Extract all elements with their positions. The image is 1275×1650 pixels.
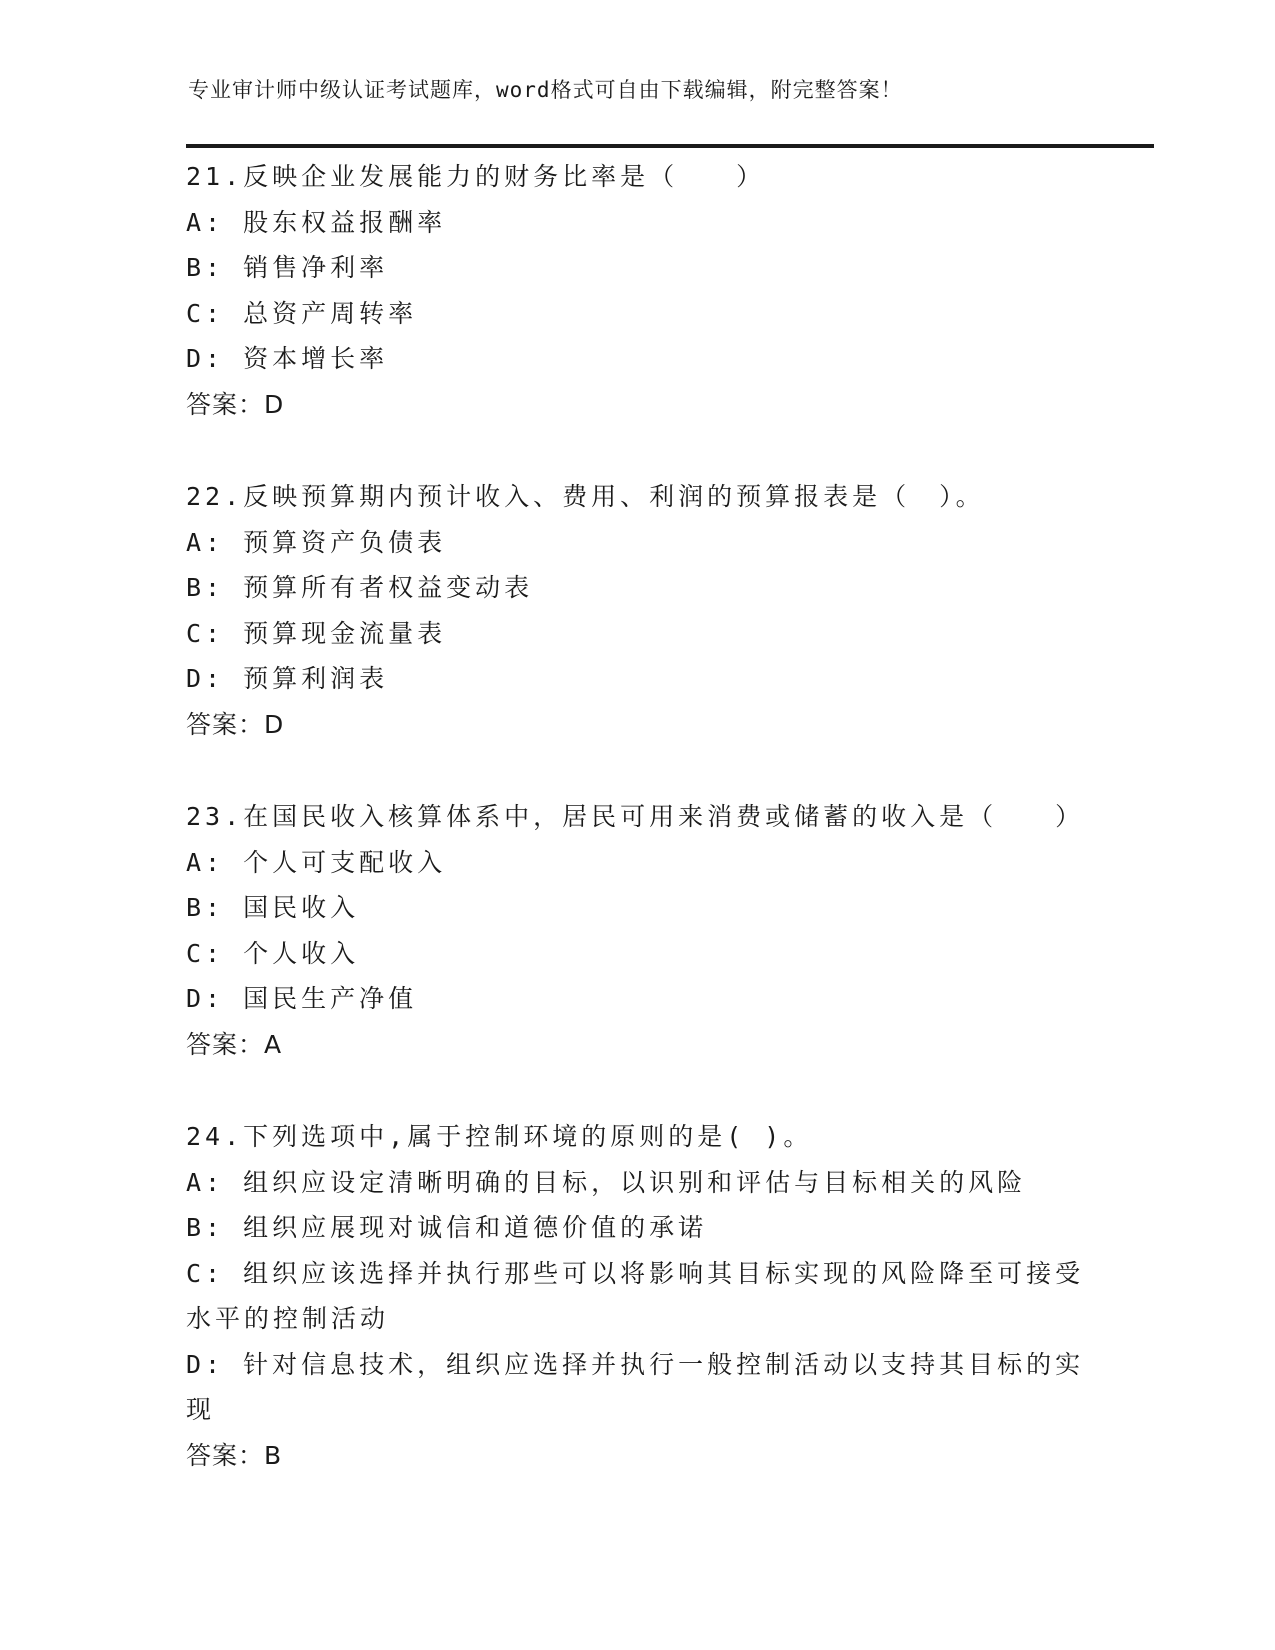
- option-text: 组织应展现对诚信和道德价值的承诺: [243, 1213, 708, 1242]
- answer-label: 答案：: [186, 1029, 265, 1059]
- option-label: D:: [186, 344, 225, 373]
- option-label: D:: [186, 1349, 225, 1379]
- option-text: 个人收入: [243, 938, 360, 968]
- option-d: [186, 976, 1086, 1022]
- option-b: [186, 1205, 1086, 1251]
- option-label: C:: [186, 618, 225, 648]
- option-text: 预算资产负债表: [243, 527, 447, 557]
- question-number: 22.: [186, 482, 244, 511]
- option-label: D:: [186, 984, 225, 1013]
- question-list: [186, 154, 1086, 1525]
- answer-label: 答案：: [186, 389, 265, 419]
- question-stem: [186, 474, 1086, 520]
- question-stem: [186, 154, 1086, 200]
- option-label: C:: [186, 938, 225, 968]
- option-c-continued: [186, 1296, 1086, 1342]
- option-b: [186, 245, 1086, 291]
- option-text: 个人可支配收入: [243, 847, 447, 877]
- answer-label: 答案：: [186, 709, 265, 739]
- option-text: 预算所有者权益变动表: [243, 573, 534, 602]
- answer-label: 答案：: [186, 1440, 265, 1470]
- answer-line: [186, 1433, 1086, 1479]
- question-stem: [186, 1114, 1086, 1160]
- question-23: [186, 794, 1086, 1067]
- option-d: [186, 336, 1086, 382]
- answer-value: D: [264, 389, 285, 419]
- option-text: 销售净利率: [243, 253, 389, 282]
- option-a: [186, 200, 1086, 246]
- question-text: 下列选项中,属于控制环境的原则的是( )。: [243, 1122, 813, 1151]
- option-label: B:: [186, 573, 225, 602]
- option-label: A:: [186, 1167, 225, 1197]
- option-d-continued: [186, 1387, 1086, 1433]
- option-text: 国民生产净值: [243, 984, 418, 1013]
- option-text: 组织应该选择并执行那些可以将影响其目标实现的风险降至可接受: [243, 1258, 1085, 1288]
- question-24: [186, 1114, 1086, 1478]
- question-22: [186, 474, 1086, 747]
- option-a: [186, 520, 1086, 566]
- question-stem: [186, 794, 1086, 840]
- option-c: [186, 931, 1086, 977]
- answer-value: B: [264, 1440, 283, 1470]
- question-21: [186, 154, 1086, 427]
- option-label: A:: [186, 847, 225, 877]
- option-a: [186, 1160, 1086, 1206]
- option-label: D:: [186, 664, 225, 693]
- option-text: 针对信息技术，组织应选择并执行一般控制活动以支持其目标的实: [243, 1349, 1085, 1379]
- option-text: 资本增长率: [243, 344, 389, 373]
- option-label: A:: [186, 207, 225, 237]
- option-text: 国民收入: [243, 893, 360, 922]
- option-a: [186, 840, 1086, 886]
- option-c: [186, 611, 1086, 657]
- answer-line: [186, 382, 1086, 428]
- answer-value: D: [264, 709, 285, 739]
- option-c: [186, 1251, 1086, 1297]
- question-text: 在国民收入核算体系中，居民可用来消费或储蓄的收入是（ ）: [243, 802, 1085, 831]
- option-text: 总资产周转率: [243, 298, 418, 328]
- question-text: 反映企业发展能力的财务比率是（ ）: [243, 162, 766, 191]
- option-b: [186, 565, 1086, 611]
- option-text: 组织应设定清晰明确的目标，以识别和评估与目标相关的风险: [243, 1167, 1027, 1197]
- page-header: 专业审计师中级认证考试题库，word格式可自由下载编辑，附完整答案！: [188, 78, 903, 102]
- option-d: [186, 1342, 1086, 1388]
- question-number: 23.: [186, 802, 244, 831]
- answer-line: [186, 702, 1086, 748]
- option-text: 预算现金流量表: [243, 618, 447, 648]
- option-c: [186, 291, 1086, 337]
- option-text: 股东权益报酬率: [243, 207, 447, 237]
- option-label: A:: [186, 527, 225, 557]
- option-label: B:: [186, 253, 225, 282]
- option-b: [186, 885, 1086, 931]
- option-label: B:: [186, 1213, 225, 1242]
- option-label: C:: [186, 298, 225, 328]
- option-label: B:: [186, 893, 225, 922]
- question-number: 21.: [186, 162, 244, 191]
- option-text: 预算利润表: [243, 664, 389, 693]
- option-text: 水平的控制活动: [186, 1304, 390, 1333]
- option-d: [186, 656, 1086, 702]
- answer-value: A: [264, 1029, 283, 1059]
- answer-line: [186, 1022, 1086, 1068]
- option-label: C:: [186, 1258, 225, 1288]
- option-text: 现: [186, 1395, 216, 1424]
- header-divider: [186, 144, 1154, 148]
- question-text: 反映预算期内预计收入、费用、利润的预算报表是（ ）。: [243, 482, 985, 511]
- question-number: 24.: [186, 1122, 244, 1151]
